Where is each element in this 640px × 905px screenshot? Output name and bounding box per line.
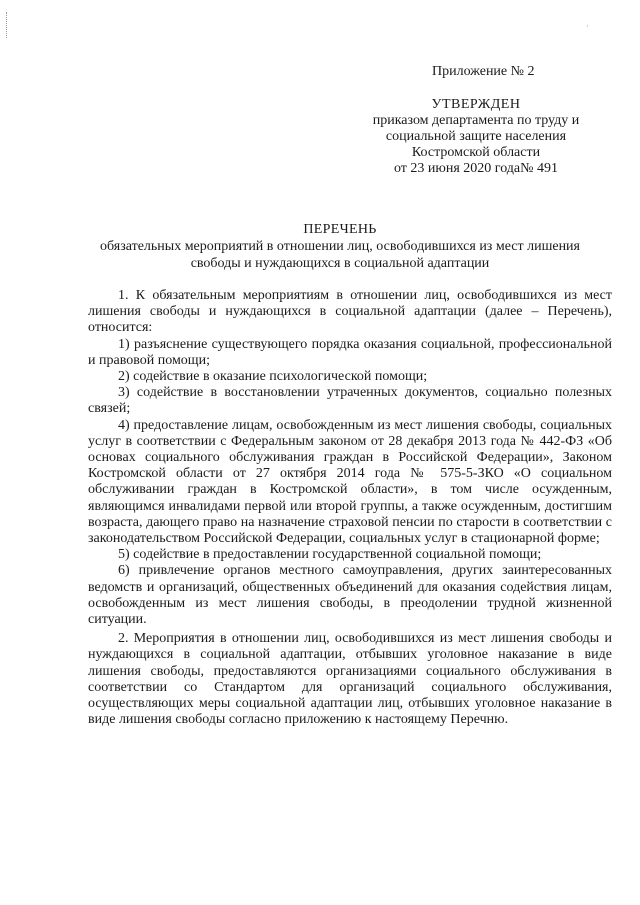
document-title [70,221,610,272]
appendix-number: Приложение № 2 [432,64,535,79]
list-item-3: 3) содействие в восстановлении утраченных документов, социально полезных связей; [88,385,612,417]
approval-line-1: приказом департамента по труду и [372,113,580,128]
paragraph-1: 1. К обязательным мероприятиям в отношении лиц, освободившихся из мест лишения свободы и нуждающихся в социальной адаптации (далее – Перечень), относится: [88,288,612,336]
approval-line-3: Костромской области [411,145,541,160]
list-item-2: 2) содействие в оказание психологической помощи; [118,369,428,385]
paragraph-2: 2. Мероприятия в отношении лиц, освободившихся из мест лишения свободы и нуждающихся в социальной адаптации, отбывших уголовное наказание в виде лишения свободы, предоставляются организациями социального обслуживания в соответствии со Стандартом для организаций социального обслуживания, осуществляющих меры социальной адаптации лиц, отбывших уголовное наказание в виде лишения свободы согласно приложению к настоящему Перечню. [88,631,612,728]
title-subtitle-line-2: свободы и нуждающихся в социальной адаптации [190,256,490,271]
list-item-4: 4) предоставление лицам, освобожденным из мест лишения свободы, социальных услуг в соответствии с Федеральным законом от 28 декабря 2013 года № 442-ФЗ «Об основах социального обслуживания граждан в Российской Федерации», Законом Костромской области от 27 октября 2014 года № 575-5-ЗКО «О социальном обслуживании граждан в Костромской области», в том числе осужденным, являющимся инвалидами первой или второй группы, а также осужденным, достигшим возраста, дающего право на назначение страховой пенсии по старости в соответствии с законодательством Российской Федерации, социальных услуг в стационарной форме; [88,417,612,547]
document-body [88,288,612,728]
approval-line-2: социальной защите населения [385,129,567,144]
title-heading: ПЕРЕЧЕНЬ [303,222,377,237]
scan-corner-mark: · [586,22,589,31]
scan-margin-mark [6,12,13,38]
title-subtitle-line-1: обязательных мероприятий в отношении лиц, освободившихся из мест лишения [100,239,580,254]
approval-line-4: от 23 июня 2020 года№ 491 [393,161,558,176]
list-item-1: 1) разъяснение существующего порядка оказания социальной, профессиональной и правовой помощи; [88,336,612,368]
approval-heading: УТВЕРЖДЕН [431,97,521,112]
list-item-6: 6) привлечение органов местного самоуправления, других заинтересованных ведомств и организаций, общественных объединений для оказания содействия лицам, освобожденным из мест лишения свободы, в преодолении трудной жизненной ситуации. [88,563,612,628]
approval-block [356,97,596,177]
list-item-5: 5) содействие в предоставлении государственной социальной помощи; [118,547,542,563]
